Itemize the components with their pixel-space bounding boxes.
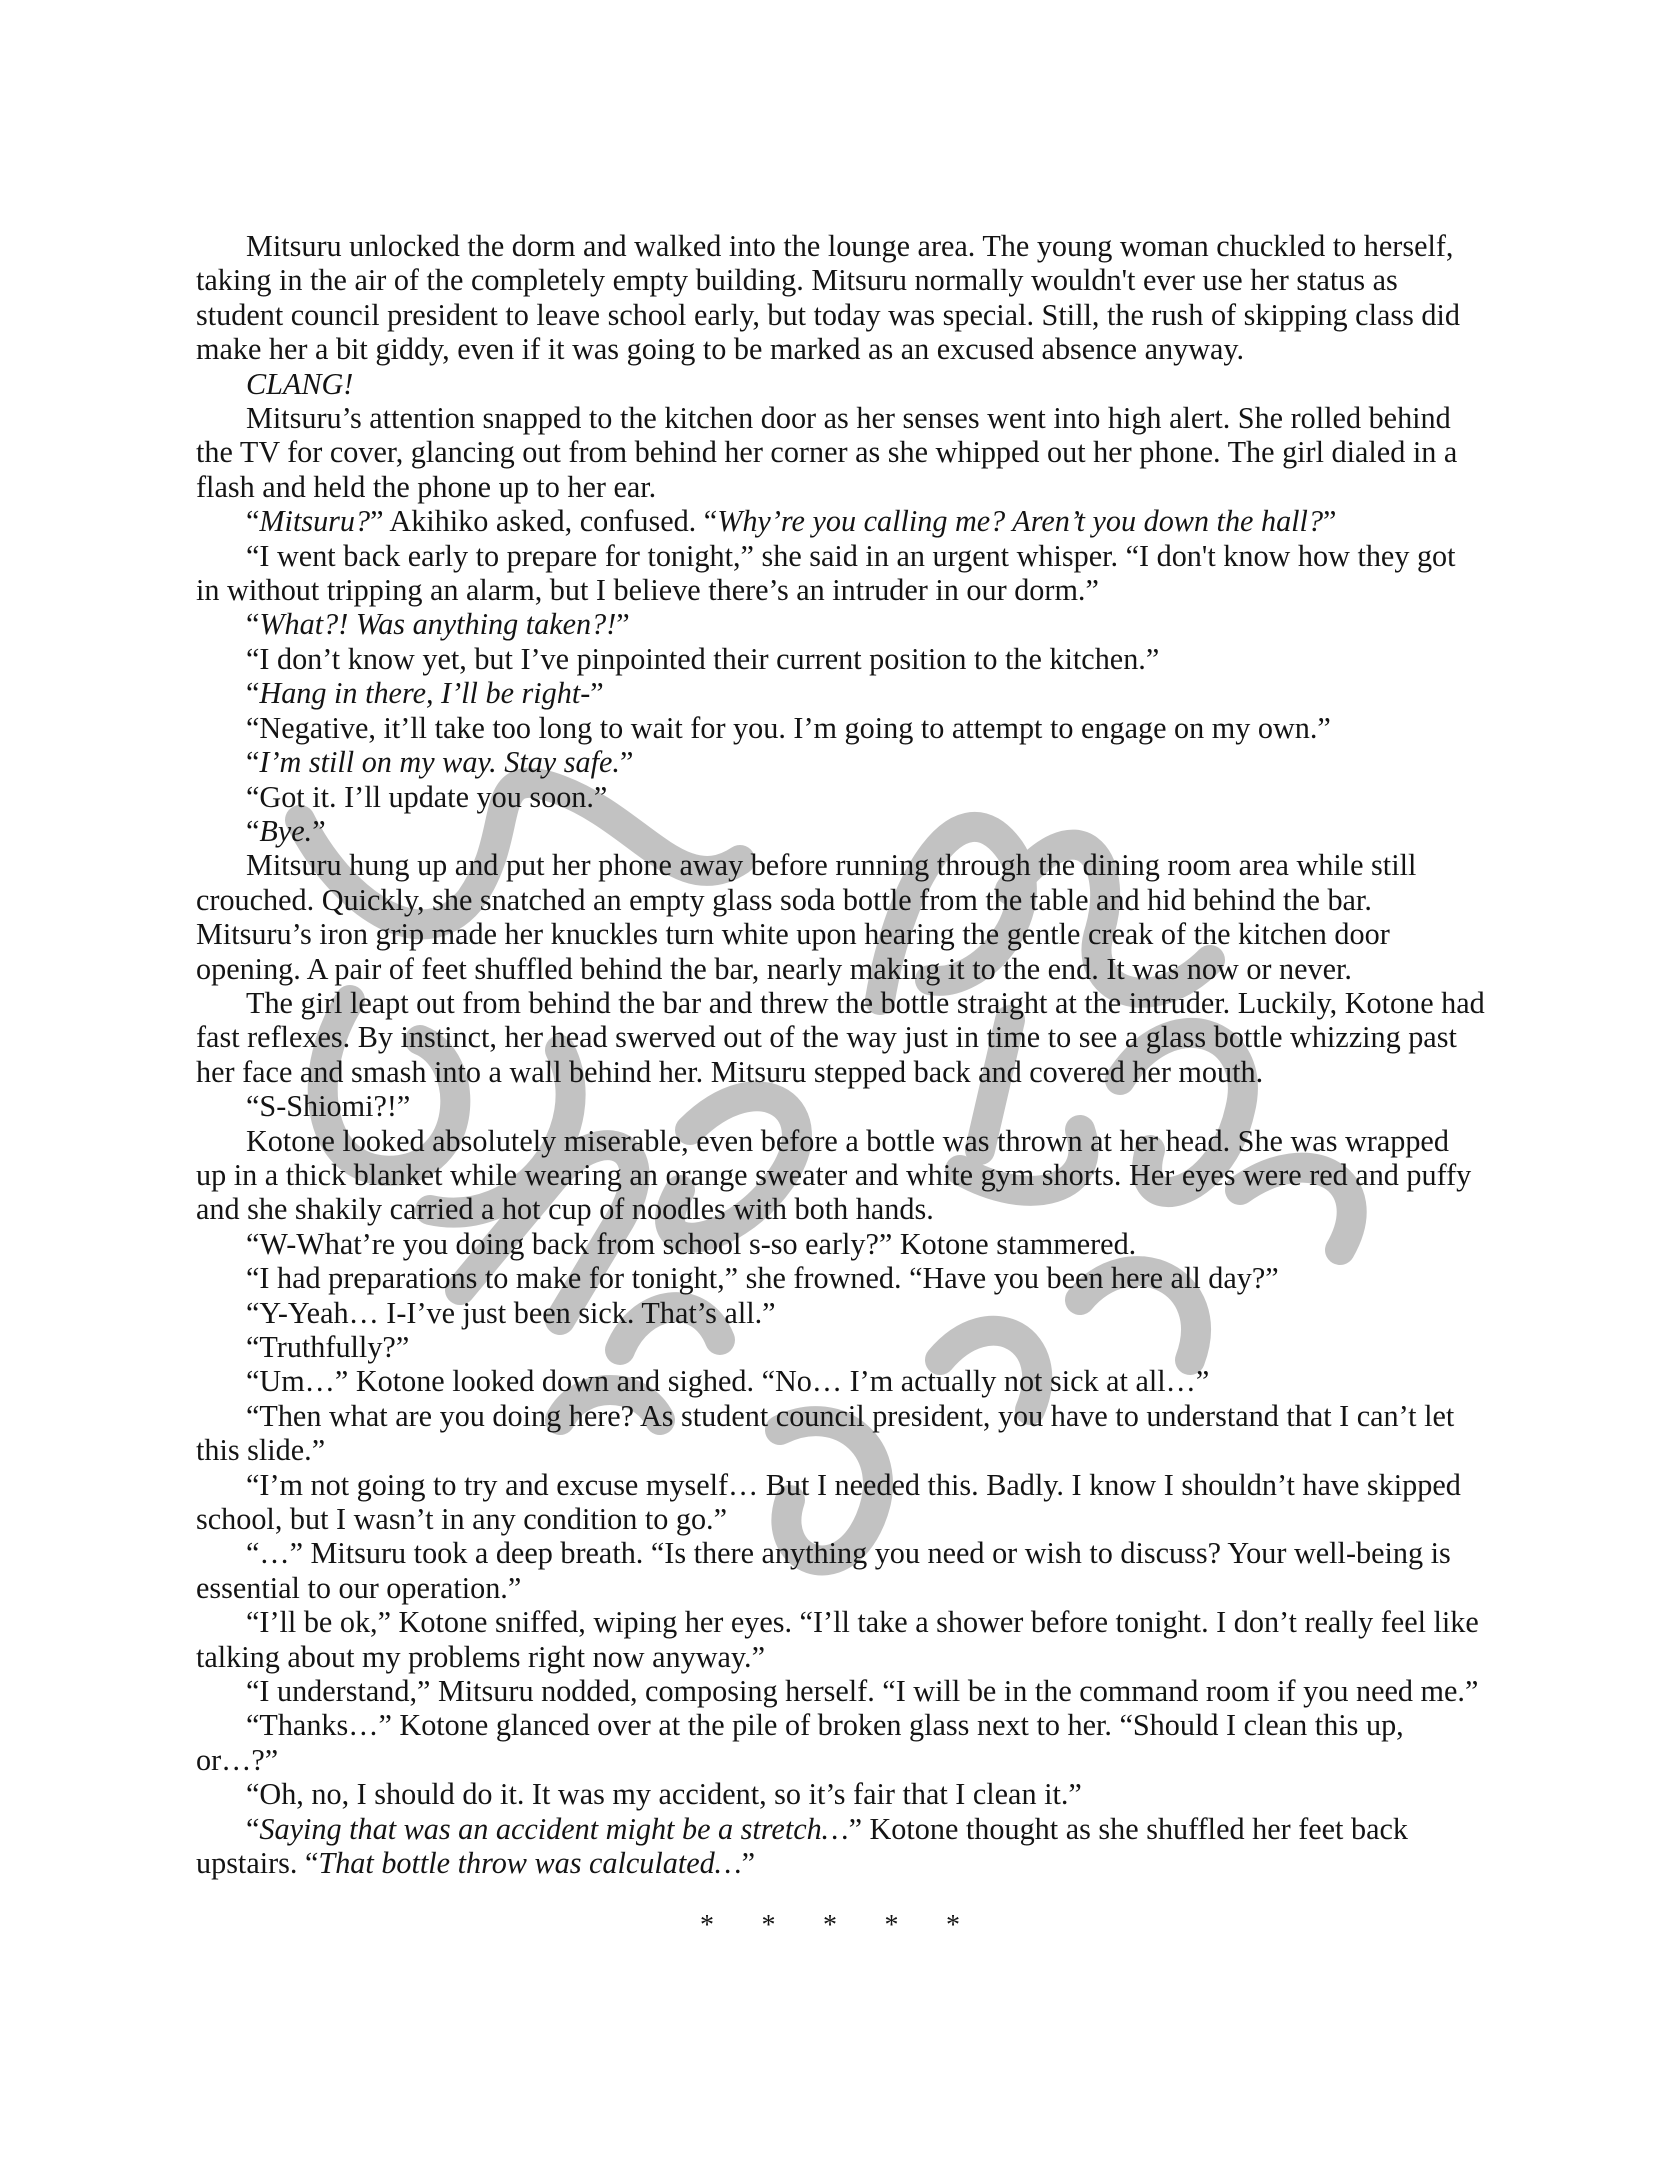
paragraph xyxy=(196,711,1486,745)
paragraph xyxy=(196,1468,1486,1537)
scene-break-asterisk: * xyxy=(946,1910,960,1941)
italic-text-run: Why’re you calling me? Aren’t you down the hall? xyxy=(717,504,1324,539)
scene-break-asterisk: * xyxy=(823,1910,837,1941)
italic-text-run: I’m still on my way. Stay safe. xyxy=(259,745,620,780)
scene-break xyxy=(700,1910,960,1946)
story-text xyxy=(196,229,1486,1881)
paragraph xyxy=(196,642,1486,676)
italic-text-run: Saying that was an accident might be a stretch… xyxy=(259,1811,849,1846)
paragraph xyxy=(196,1330,1486,1364)
text-run: ” Kotone thought as she shuffled her feet back upstairs. “ xyxy=(196,1811,1408,1881)
italic-text-run: Mitsuru? xyxy=(259,504,371,539)
italic-text-run: Hang in there, I’ll be right- xyxy=(259,676,591,711)
text-run: Kotone looked absolutely miserable, even before a bottle was thrown at her head. She was wrapped up in a thick blanket while wearing an orange sweater and white gym shorts. Her eyes were red and puffy and she shakily carried a hot cup of noodles with both hands. xyxy=(196,1123,1472,1227)
text-run: “ xyxy=(246,504,260,539)
text-run: “ xyxy=(246,745,260,780)
paragraph xyxy=(196,1124,1486,1227)
italic-text-run: That bottle throw was calculated… xyxy=(318,1846,742,1881)
paragraph xyxy=(196,986,1486,1089)
paragraph xyxy=(196,1399,1486,1468)
text-run: ” Akihiko asked, confused. “ xyxy=(370,504,718,539)
text-run: “I’ll be ok,” Kotone sniffed, wiping her eyes. “I’ll take a shower before tonight. I don’t really feel like talking about my problems right now anyway.” xyxy=(196,1605,1479,1674)
paragraph xyxy=(196,1296,1486,1330)
paragraph xyxy=(196,1708,1486,1777)
text-run: “ xyxy=(246,607,260,642)
text-run: “Got it. I’ll update you soon.” xyxy=(246,779,608,814)
paragraph xyxy=(196,229,1486,367)
text-run: “…” Mitsuru took a deep breath. “Is there anything you need or wish to discuss? Your well-being is essential to our operation.” xyxy=(196,1536,1451,1605)
text-run: ” xyxy=(619,745,634,780)
scene-break-asterisk: * xyxy=(884,1910,899,1941)
paragraph xyxy=(196,367,1486,401)
text-run: ” xyxy=(1323,504,1337,539)
paragraph xyxy=(196,539,1486,608)
text-run: “Truthfully?” xyxy=(246,1330,410,1364)
paragraph xyxy=(196,676,1486,710)
paragraph xyxy=(196,1536,1486,1605)
text-run: “I don’t know yet, but I’ve pinpointed their current position to the kitchen.” xyxy=(246,641,1160,676)
paragraph xyxy=(196,401,1486,504)
paragraph xyxy=(196,1674,1486,1708)
italic-text-run: CLANG! xyxy=(246,366,354,401)
paragraph xyxy=(196,504,1486,538)
text-run: ” xyxy=(616,607,630,642)
paragraph xyxy=(196,848,1486,986)
text-run: The girl leapt out from behind the bar and threw the bottle straight at the intruder. Luckily, Kotone had fast reflexes. By instinct, her head swerved out of the way just in time to see a glass bottle whizzing past her face and smash into a wall behind her. Mitsuru stepped back and covered her mouth. xyxy=(196,985,1485,1089)
paragraph xyxy=(196,780,1486,814)
paragraph xyxy=(196,607,1486,641)
paragraph xyxy=(196,1227,1486,1261)
text-run: “S-Shiomi?!” xyxy=(246,1089,411,1124)
paragraph xyxy=(196,1605,1486,1674)
text-run: “Then what are you doing here? As student council president, you have to understand that I can’t let this slide.” xyxy=(196,1398,1455,1468)
text-run: Mitsuru hung up and put her phone away before running through the dining room area while still crouched. Quickly, she snatched an empty glass soda bottle from the table and hid behind the bar. Mitsuru’s iron grip made her knuckles turn white upon hearing the gentle creak of the kitchen door opening. A pair of feet shuffled behind the bar, nearly making it to the end. It was now or never. xyxy=(196,848,1417,986)
text-run: “ xyxy=(246,676,260,711)
text-run: “Um…” Kotone looked down and sighed. “No… I’m actually not sick at all…” xyxy=(246,1364,1210,1399)
paragraph xyxy=(196,814,1486,848)
italic-text-run: What?! Was anything taken?! xyxy=(259,607,617,642)
text-run: Mitsuru unlocked the dorm and walked into the lounge area. The young woman chuckled to herself, taking in the air of the completely empty building. Mitsuru normally wouldn't ever use her status as student council president to leave school early, but today was special. Still, the rush of skipping class did make her a bit giddy, even if it was going to be marked as an excused absence anyway. xyxy=(196,229,1460,367)
text-run: “Oh, no, I should do it. It was my accident, so it’s fair that I clean it.” xyxy=(246,1777,1082,1812)
text-run: “ xyxy=(246,813,260,848)
text-run: “I had preparations to make for tonight,” she frowned. “Have you been here all day?” xyxy=(246,1261,1279,1296)
text-run: “Thanks…” Kotone glanced over at the pile of broken glass next to her. “Should I clean this up, or…?” xyxy=(196,1708,1404,1777)
paragraph xyxy=(196,1089,1486,1123)
italic-text-run: Bye. xyxy=(259,813,313,848)
paragraph xyxy=(196,1812,1486,1881)
paragraph xyxy=(196,1777,1486,1811)
text-run: “Negative, it’ll take too long to wait for you. I’m going to attempt to engage on my own.” xyxy=(246,710,1331,745)
text-run: ” xyxy=(312,813,326,848)
text-run: “I’m not going to try and excuse myself… But I needed this. Badly. I know I shouldn’t have skipped school, but I wasn’t in any condition to go.” xyxy=(196,1467,1461,1537)
text-run: “I went back early to prepare for tonight,” she said in an urgent whisper. “I don't know how they got in without tripping an alarm, but I believe there’s an intruder in our dorm.” xyxy=(196,538,1456,608)
text-run: “W-What’re you doing back from school s-so early?” Kotone stammered. xyxy=(246,1226,1137,1261)
paragraph xyxy=(196,745,1486,779)
text-run: ” xyxy=(590,676,604,711)
text-run: ” xyxy=(741,1846,755,1881)
text-run: “ xyxy=(246,1811,260,1846)
paragraph xyxy=(196,1364,1486,1398)
text-run: Mitsuru’s attention snapped to the kitchen door as her senses went into high alert. She rolled behind the TV for cover, glancing out from behind her corner as she whipped out her phone. The girl dialed in a flash and held the phone up to her ear. xyxy=(196,401,1458,504)
scene-break-asterisk: * xyxy=(700,1910,714,1941)
scene-break-asterisk: * xyxy=(761,1910,776,1941)
text-run: “I understand,” Mitsuru nodded, composing herself. “I will be in the command room if you need me.” xyxy=(246,1674,1479,1709)
text-run: “Y-Yeah… I-I’ve just been sick. That’s all.” xyxy=(246,1295,776,1330)
paragraph xyxy=(196,1261,1486,1295)
